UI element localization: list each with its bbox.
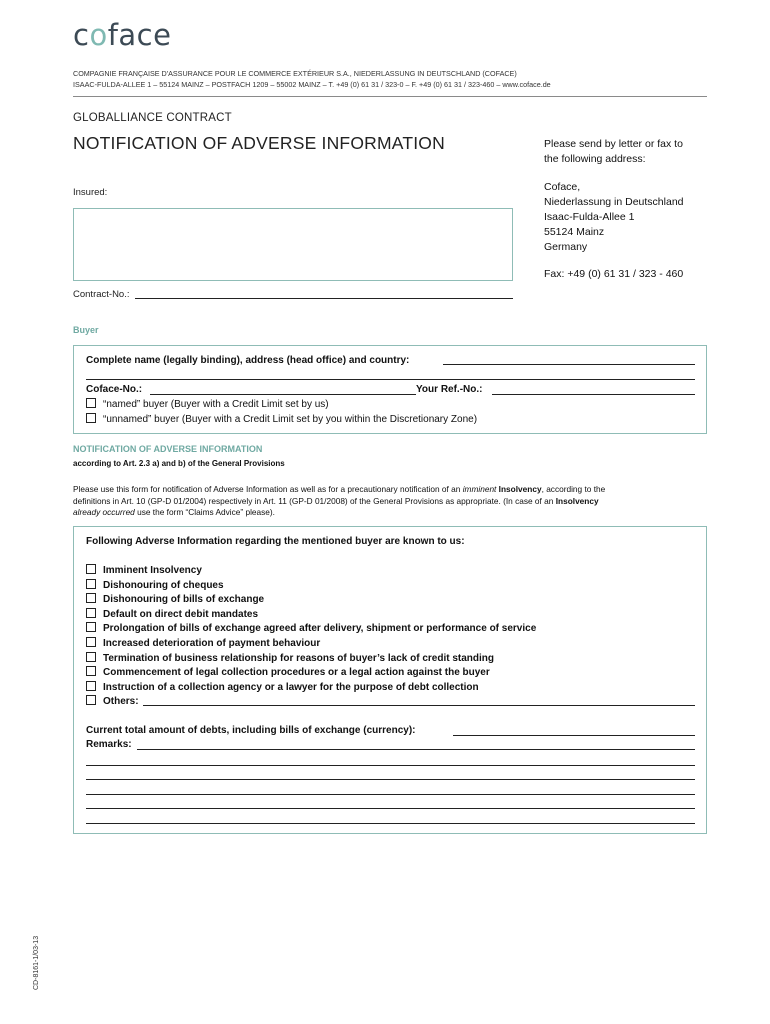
complete-name-field[interactable] [443,364,695,365]
adverse-checkbox[interactable] [86,608,96,618]
adverse-option[interactable]: Prolongation of bills of exchange agreed after delivery, shipment or performance of service [86,622,536,634]
adverse-option[interactable]: Termination of business relationship for reasons of buyer’s lack of credit standing [86,652,494,664]
adverse-checkbox[interactable] [86,564,96,574]
contract-no-field[interactable] [135,298,513,299]
remarks-field-line[interactable] [86,794,695,795]
adverse-heading: Following Adverse Information regarding the mentioned buyer are known to us: [86,536,465,547]
adverse-checkbox[interactable] [86,622,96,632]
adverse-option-others[interactable]: Others: [86,695,139,707]
remarks-field-line[interactable] [86,779,695,780]
complete-name-label: Complete name (legally binding), address (head office) and country: [86,355,410,366]
insured-field[interactable] [73,208,513,281]
address-line: Germany [544,241,588,253]
adverse-option[interactable]: Dishonouring of cheques [86,579,224,591]
coface-no-field[interactable] [150,394,416,395]
remarks-field-line[interactable] [86,823,695,824]
unnamed-buyer-label: “unnamed” buyer (Buyer with a Credit Limit set by you within the Discretionary Zone) [103,414,478,425]
adverse-option[interactable]: Imminent Insolvency [86,564,202,576]
complete-name-field-line-2[interactable] [86,379,695,380]
remarks-label: Remarks: [86,739,132,750]
buyer-heading: Buyer [73,325,99,335]
coface-no-label: Coface-No.: [86,384,143,395]
company-line-1: COMPAGNIE FRANÇAISE D'ASSURANCE POUR LE COMMERCE EXTÉRIEUR S.A., NIEDERLASSUNG IN DEUTSCHLAND (COFACE) [73,69,517,78]
remarks-field-line[interactable] [86,765,695,766]
others-field[interactable] [143,705,695,706]
your-ref-field[interactable] [492,394,695,395]
adverse-option[interactable]: Commencement of legal collection procedures or a legal action against the buyer [86,666,490,678]
notification-heading: NOTIFICATION OF ADVERSE INFORMATION [73,444,263,454]
debts-label: Current total amount of debts, including bills of exchange (currency): [86,725,416,736]
your-ref-label: Your Ref.-No.: [416,384,483,395]
named-buyer-checkbox[interactable] [86,398,96,408]
send-line-1: Please send by letter or fax to [544,138,683,150]
adverse-option[interactable]: Dishonouring of bills of exchange [86,593,264,605]
adverse-option[interactable]: Default on direct debit mandates [86,608,258,620]
remarks-field[interactable] [137,749,695,750]
contract-type: GLOBALLIANCE CONTRACT [73,112,232,124]
address-line: 55124 Mainz [544,226,605,238]
contract-no-label: Contract-No.: [73,289,130,300]
adverse-checkbox[interactable] [86,666,96,676]
adverse-checkbox[interactable] [86,652,96,662]
fax-number: Fax: +49 (0) 61 31 / 323 - 460 [544,268,684,280]
address-line: Niederlassung in Deutschland [544,196,684,208]
unnamed-buyer-option[interactable] [86,413,477,425]
adverse-checkbox[interactable] [86,681,96,691]
remarks-field-line[interactable] [86,808,695,809]
send-instructions [544,137,683,167]
send-line-2: the following address: [544,153,646,165]
named-buyer-label: “named” buyer (Buyer with a Credit Limit set by us) [103,399,329,410]
company-line-2: ISAAC-FULDA-ALLEE 1 – 55124 MAINZ – POSTFACH 1209 – 55002 MAINZ – T. +49 (0) 61 31 / 323-0 – F. +49 (0) 61 31 / 323-460 – www.coface.de [73,79,551,89]
adverse-checkbox[interactable] [86,579,96,589]
page-title: NOTIFICATION OF ADVERSE INFORMATION [73,133,445,153]
company-info [73,69,551,90]
unnamed-buyer-checkbox[interactable] [86,413,96,423]
address-line: Isaac-Fulda-Allee 1 [544,211,635,223]
address-line: Coface, [544,181,581,193]
named-buyer-option[interactable] [86,398,329,410]
form-code: CD-8161-1/03-13 [33,935,40,990]
adverse-checkbox[interactable] [86,593,96,603]
coface-logo: coface [73,18,172,52]
header-divider [73,96,707,97]
coface-address [544,180,684,255]
adverse-checkbox[interactable] [86,695,96,705]
instructions-paragraph: Please use this form for notification of Adverse Information as well as for a precautionary notification of an imminent Insolvency, according to the definitions in Art. 10 (GP-D 01/2004) respectively in Art. 11 (GP-D 01/2008) of the General Provisions as appropriate. (In case of an Insolvency already occurred use the form “Claims Advice” please). [73,484,606,517]
notification-subheading: according to Art. 2.3 a) and b) of the General Provisions [73,459,285,468]
adverse-option[interactable]: Instruction of a collection agency or a lawyer for the purpose of debt collection [86,681,479,693]
adverse-checkbox[interactable] [86,637,96,647]
insured-label: Insured: [73,187,108,198]
adverse-option[interactable]: Increased deterioration of payment behaviour [86,637,320,649]
debts-field[interactable] [453,735,695,736]
